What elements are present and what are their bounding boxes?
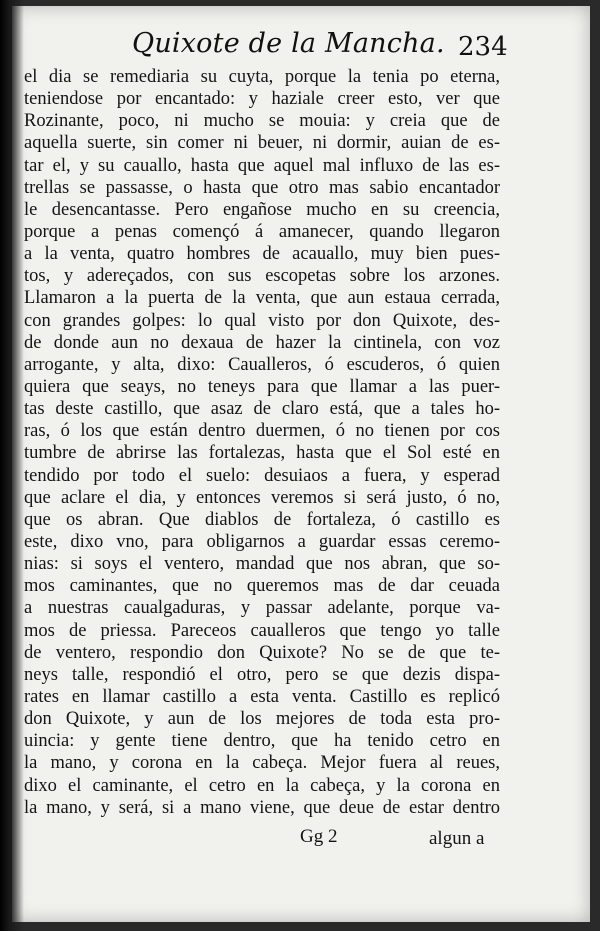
text-line: mos de priessa. Pareceos caualleros que tengo yo talle <box>24 620 500 641</box>
text-line: nias: si soys el ventero, mandad que nos abran, que so- <box>24 554 500 575</box>
body-text <box>24 66 500 819</box>
text-line: este, dixo vno, para obligarnos a guardar essas ceremo- <box>24 531 500 552</box>
signature-mark: Gg 2 <box>300 826 338 847</box>
text-line: que aclare el dia, y entonces veremos si será justo, ó no, <box>24 487 500 508</box>
text-line: dixo el caminante, el cetro en la cabeça, y la corona en <box>24 775 500 796</box>
text-line: que os abran. Que diablos de fortaleza, ó castillo es <box>24 509 500 530</box>
text-line: Llamaron a la puerta de la venta, que aun estaua cerrada, <box>24 288 500 309</box>
text-line: el dia se remediaria su cuyta, porque la tenia po eterna, <box>24 67 500 87</box>
text-line: con grandes golpes: lo qual visto por don Quixote, des- <box>24 310 500 331</box>
text-line: porque a penas començó á amanecer, quando llegaron <box>24 221 500 242</box>
catchword: algun a <box>429 828 485 849</box>
text-line: tar el, y su cauallo, hasta que aquel mal influxo de las es- <box>24 155 500 176</box>
text-line: rates en llamar castillo a esta venta. Castillo es replicó <box>24 686 500 707</box>
text-line: tas deste castillo, que asaz de claro está, que a tales ho- <box>24 399 500 420</box>
binding-shadow <box>0 0 24 931</box>
text-line: uincia: y gente tiene dentro, que ha tenido cetro en <box>24 731 500 752</box>
page-footer <box>0 826 600 856</box>
text-line: a la venta, quatro hombres de acauallo, muy bien pues- <box>24 244 500 265</box>
text-line: trellas se passasse, o hasta que otro mas sabio encantador <box>24 177 500 198</box>
page-header <box>0 26 600 66</box>
text-line: aquella suerte, sin comer ni beuer, ni dormir, auian de es- <box>24 133 500 154</box>
text-line: don Quixote, y aun de los mejores de toda esta pro- <box>24 709 500 730</box>
text-line: la mano, y corona en la cabeça. Mejor fuera al reues, <box>24 753 500 774</box>
text-line: neys talle, respondió el otro, pero se que dezis dispa- <box>24 664 500 685</box>
text-line: teniendose por encantado: y haziale creer esto, ver que <box>24 89 500 110</box>
text-line: a nuestras caualgaduras, y passar adelante, porque va- <box>24 598 500 619</box>
page-number: 234 <box>458 32 508 62</box>
text-line: tos, y adereçados, con sus escopetas sobre los arzones. <box>24 266 500 287</box>
text-line: ras, ó los que están dentro duermen, ó no tienen por cos <box>24 421 500 442</box>
text-line: mos caminantes, que no queremos mas de dar ceuada <box>24 576 500 597</box>
text-line: de donde aun no dexaua de hazer la cintinela, con voz <box>24 332 500 353</box>
text-line: le desencantasse. Pero engañose mucho en su creencia, <box>24 199 500 220</box>
text-line: quiera que seays, no teneys para que llamar a las puer- <box>24 376 500 397</box>
text-line: de ventero, respondio don Quixote? No se de que te- <box>24 642 500 663</box>
text-line: arrogante, y alta, dixo: Caualleros, ó escuderos, ó quien <box>24 354 500 375</box>
text-line: la mano, y será, si a mano viene, que deue de estar dentro <box>24 797 500 818</box>
text-line: Rozinante, poco, ni mucho se mouia: y creia que de <box>24 111 500 132</box>
text-line: tumbre de abrirse las fortalezas, hasta que el Sol esté en <box>24 443 500 464</box>
running-head: Quixote de la Mancha. <box>132 28 445 59</box>
text-line: tendido por todo el suelo: desuiaos a fuera, y esperad <box>24 465 500 486</box>
